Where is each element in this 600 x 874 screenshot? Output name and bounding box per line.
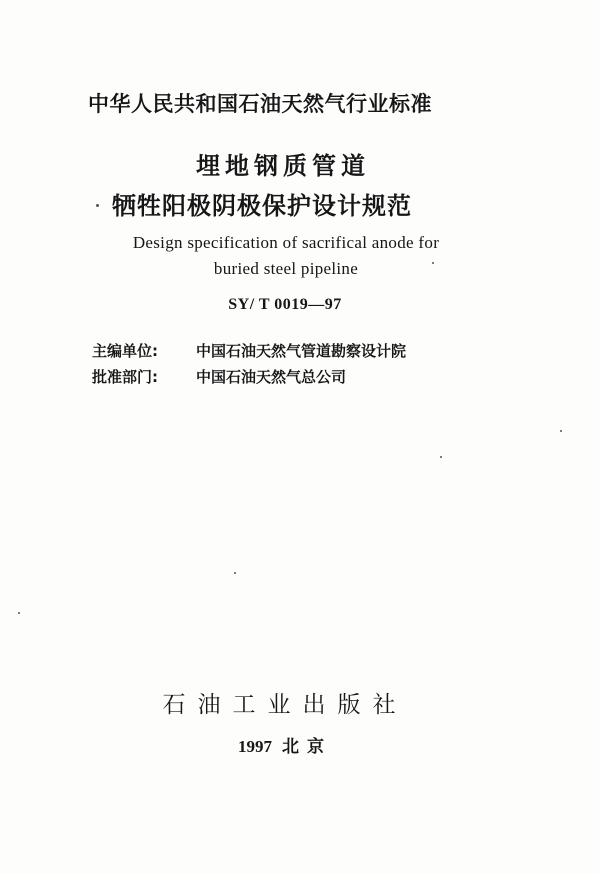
standard-code: SY/ T 0019—97	[228, 296, 342, 313]
scan-speck	[440, 456, 442, 458]
scan-speck	[560, 430, 562, 432]
approver-row	[92, 366, 346, 387]
scan-speck	[432, 262, 434, 264]
scan-speck	[18, 612, 20, 614]
document-title-line-1: 埋地钢质管道	[196, 152, 370, 180]
editor-value: 中国石油天然气管道勘察设计院	[196, 342, 407, 360]
scan-speck	[96, 204, 99, 207]
publication-year: 1997	[238, 737, 272, 756]
approver-value: 中国石油天然气总公司	[196, 368, 347, 386]
publication-city: 北京	[282, 737, 332, 756]
publication-year-place	[0, 732, 570, 757]
editor-label: 主编单位:	[92, 342, 158, 360]
publisher-name: 石油工业出版社	[162, 692, 408, 718]
approver-label: 批准部门:	[92, 368, 158, 386]
document-title-line-2: 牺牲阳极阴极保护设计规范	[112, 192, 412, 220]
editor-row	[92, 340, 406, 361]
english-title-line-1: Design specification of sacrifical anode for	[132, 233, 440, 252]
scan-speck	[234, 572, 236, 574]
standard-category-line: 中华人民共和国石油天然气行业标准	[88, 92, 432, 116]
english-title-line-2: buried steel pipeline	[213, 259, 359, 278]
